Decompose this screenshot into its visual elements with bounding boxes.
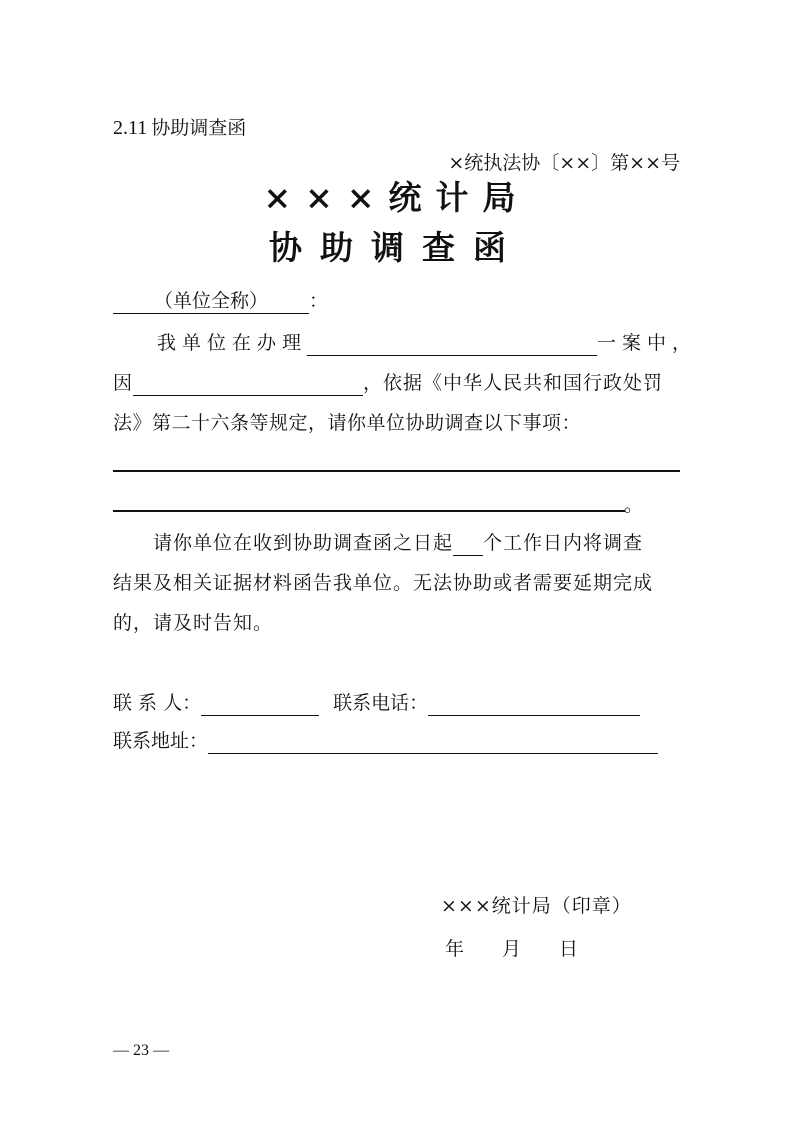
contact-row	[113, 690, 640, 716]
days-prefix: 请你单位在收到协助调查函之日起	[153, 532, 454, 554]
days-suffix: 个工作日内将调查	[483, 532, 644, 554]
date-month: 月	[502, 938, 522, 960]
document-title: 协助调查函	[269, 228, 524, 267]
recipient-suffix: ：	[309, 290, 329, 312]
recipient-placeholder: （单位全称）	[153, 290, 268, 312]
section-title: 协助调查函	[151, 117, 247, 139]
reason-prefix: 因	[113, 372, 134, 394]
organization-title: ×××统计局	[263, 178, 530, 217]
date-line	[445, 934, 578, 961]
case-suffix: 一案中，	[597, 332, 698, 354]
matters-blank-2[interactable]	[113, 510, 625, 512]
seal-line: ×××统计局（印章）	[441, 895, 632, 917]
section-number: 2.11	[113, 117, 148, 139]
paragraph2-line1	[113, 530, 680, 556]
days-blank[interactable]	[453, 533, 483, 556]
recipient-blank[interactable]	[113, 289, 309, 314]
date-year: 年	[445, 938, 465, 960]
recipient-line	[113, 288, 328, 314]
case-prefix: 我单位在办理	[157, 332, 308, 354]
document-number: ×统执法协〔××〕第××号	[448, 152, 680, 174]
section-heading	[113, 113, 246, 140]
reason-blank[interactable]	[133, 373, 363, 396]
paragraph1-line2	[113, 370, 680, 396]
reason-suffix: ，依据《中华人民共和国行政处罚	[363, 372, 664, 394]
contact-address-label: 联系地址：	[113, 730, 209, 752]
contact-address-blank[interactable]	[208, 731, 658, 754]
case-name-blank[interactable]	[307, 333, 597, 356]
paragraph2-line3: 的，请及时告知。	[113, 612, 274, 634]
contact-person-label: 联 系 人：	[113, 692, 202, 714]
paragraph1-line1	[113, 330, 698, 356]
page-number: — 23 —	[113, 1042, 169, 1059]
contact-phone-blank[interactable]	[428, 693, 640, 716]
matters-end: 。	[624, 494, 644, 516]
paragraph2-line2: 结果及相关证据材料函告我单位。无法协助或者需要延期完成	[113, 572, 654, 594]
paragraph1-line3: 法》第二十六条等规定，请你单位协助调查以下事项：	[113, 412, 582, 434]
matters-blank-1[interactable]	[113, 470, 680, 472]
contact-phone-label: 联系电话：	[333, 692, 429, 714]
contact-person-blank[interactable]	[201, 693, 319, 716]
address-row	[113, 728, 658, 754]
date-day: 日	[559, 938, 579, 960]
